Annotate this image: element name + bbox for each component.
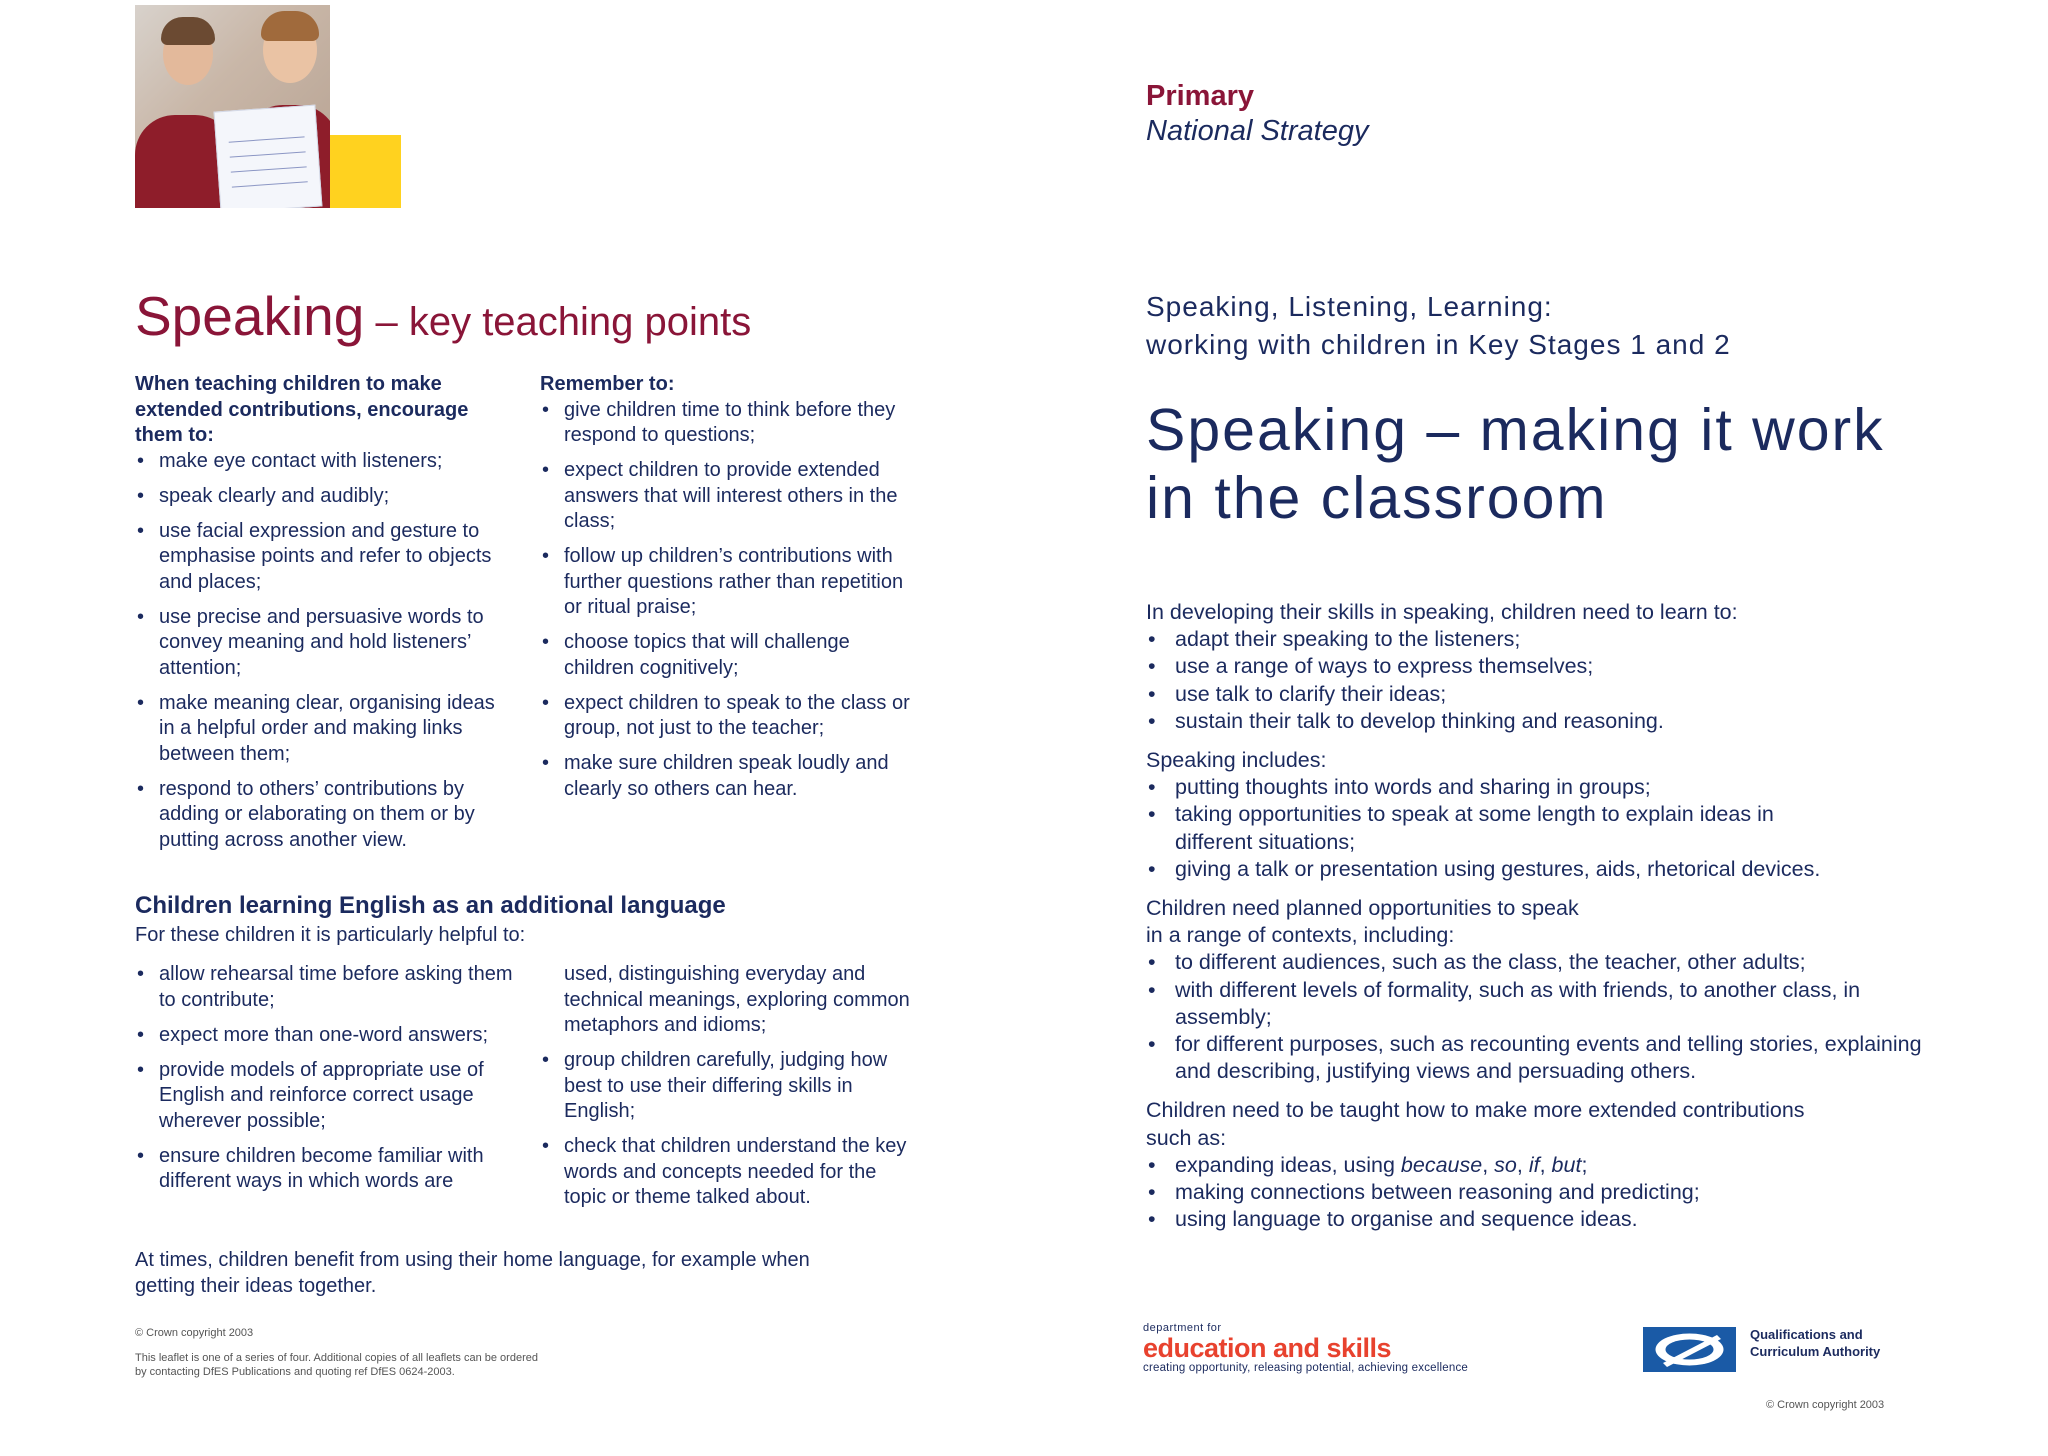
list-item: • expect children to speak to the class or group, not just to the teacher; xyxy=(540,691,915,742)
separator: , xyxy=(1539,1152,1552,1177)
leaflet-note xyxy=(135,1351,538,1379)
includes-list xyxy=(1146,774,1926,883)
separator: ; xyxy=(1581,1152,1588,1177)
home-language-note: At times, children benefit from using their home language, for example when getting their ideas together. xyxy=(135,1249,810,1297)
italic-word: because xyxy=(1400,1152,1483,1177)
italic-word: if xyxy=(1528,1152,1540,1177)
list-item: • make meaning clear, organising ideas in a helpful order and making links between them; xyxy=(135,691,515,768)
list-item: • respond to others’ contributions by adding or elaborating on them or by putting across another view. xyxy=(135,777,515,854)
right-page-title xyxy=(1146,396,1885,532)
remember-list xyxy=(540,398,915,803)
list-item: • check that children understand the key words and concepts needed for the topic or theme talked about. xyxy=(540,1134,915,1211)
encourage-list xyxy=(135,449,515,854)
list-item: • group children carefully, judging how best to use their differing skills in English; xyxy=(540,1048,915,1125)
eal-column-2 xyxy=(540,962,915,1220)
qca-name xyxy=(1750,1326,1880,1360)
contexts-intro: Children need planned opportunities to speak in a range of contexts, including: xyxy=(1146,896,1579,948)
list-item: • make sure children speak loudly and clearly so others can hear. xyxy=(540,751,915,802)
remember-heading: Remember to: xyxy=(540,373,675,395)
eal-continuation: used, distinguishing everyday and technical meanings, exploring common metaphors and idioms; xyxy=(564,963,910,1036)
title-line-2: in the classroom xyxy=(1146,465,1608,531)
italic-word: but xyxy=(1551,1152,1582,1177)
includes-section xyxy=(1146,747,1926,883)
list-item: • speak clearly and audibly; xyxy=(135,484,515,510)
list-item: • ensure children become familiar with different ways in which words are xyxy=(135,1144,515,1195)
children-photo xyxy=(135,5,330,208)
qca-logo-icon xyxy=(1643,1327,1736,1372)
extended-section xyxy=(1146,1097,1926,1233)
item-text: expanding ideas, using xyxy=(1175,1152,1401,1177)
skills-intro: In developing their skills in speaking, children need to learn to: xyxy=(1146,600,1738,624)
leaflet-note-line-2: by contacting DfES Publications and quoting ref DfES 0624-2003. xyxy=(135,1366,455,1378)
eal-heading: Children learning English as an additional language xyxy=(135,892,726,919)
list-item: • for different purposes, such as recounting events and telling stories, explaining and describing, justifying views and persuading others. xyxy=(1146,1031,1926,1085)
list-item: • allow rehearsal time before asking them to contribute; xyxy=(135,962,515,1013)
includes-intro: Speaking includes: xyxy=(1146,748,1327,773)
list-item: • to different audiences, such as the class, the teacher, other adults; xyxy=(1146,949,1926,976)
title-line-1: Speaking – making it work xyxy=(1146,397,1885,463)
encourage-heading: When teaching children to make extended contributions, encourage them to: xyxy=(135,373,469,446)
extended-list xyxy=(1146,1152,1926,1234)
brand-primary: Primary xyxy=(1146,80,1255,112)
separator: , xyxy=(1482,1152,1495,1177)
remember-column xyxy=(540,372,915,812)
skills-section xyxy=(1146,599,1926,735)
list-item: • make eye contact with listeners; xyxy=(135,449,515,475)
copyright-left: © Crown copyright 2003 xyxy=(135,1327,254,1339)
italic-word: so xyxy=(1494,1152,1517,1177)
subtitle-line-1: Speaking, Listening, Learning: xyxy=(1146,291,1553,322)
qca-line-2: Curriculum Authority xyxy=(1750,1344,1881,1359)
list-item: • provide models of appropriate use of English and reinforce correct usage wherever possible; xyxy=(135,1058,515,1135)
dfes-dept: department for xyxy=(1143,1322,1222,1334)
list-item: • use facial expression and gesture to emphasise points and refer to objects and places; xyxy=(135,519,515,596)
copyright-right: © Crown copyright 2003 xyxy=(1766,1399,1885,1411)
eal-intro: For these children it is particularly helpful to: xyxy=(135,924,526,946)
encourage-column xyxy=(135,372,515,863)
title-speaking: Speaking xyxy=(135,285,365,347)
list-item: • expect more than one-word answers; xyxy=(135,1023,515,1049)
list-item: • follow up children’s contributions with further questions rather than repetition or ritual praise; xyxy=(540,544,915,621)
list-item: • use talk to clarify their ideas; xyxy=(1146,681,1926,708)
list-item xyxy=(1146,1152,1926,1179)
list-item: • using language to organise and sequence ideas. xyxy=(1146,1206,1926,1233)
right-body xyxy=(1146,599,1926,1245)
list-item: • sustain their talk to develop thinking and reasoning. xyxy=(1146,708,1926,735)
list-item: • expect children to provide extended answers that will interest others in the class; xyxy=(540,458,915,535)
contexts-list xyxy=(1146,949,1926,1085)
qca-line-1: Qualifications and xyxy=(1750,1327,1863,1342)
list-item: • making connections between reasoning and predicting; xyxy=(1146,1179,1926,1206)
eal-list-2 xyxy=(540,1048,915,1211)
list-item: • use a range of ways to express themselves; xyxy=(1146,653,1926,680)
list-item: • taking opportunities to speak at some length to explain ideas in different situations; xyxy=(1146,801,1926,855)
dfes-tagline: creating opportunity, releasing potential, achieving excellence xyxy=(1143,1362,1468,1374)
eal-column-1 xyxy=(135,962,515,1204)
list-item: • with different levels of formality, such as with friends, to another class, in assembly; xyxy=(1146,977,1926,1031)
left-page-title xyxy=(135,284,751,348)
list-item: • putting thoughts into words and sharing in groups; xyxy=(1146,774,1926,801)
extended-intro: Children need to be taught how to make more extended contributions such as: xyxy=(1146,1098,1805,1150)
eal-list-1 xyxy=(135,962,515,1195)
subtitle-line-2: working with children in Key Stages 1 and 2 xyxy=(1146,329,1731,360)
list-item: • adapt their speaking to the listeners; xyxy=(1146,626,1926,653)
dfes-logo xyxy=(1143,1322,1468,1374)
dfes-name: education and skills xyxy=(1143,1333,1392,1363)
skills-list xyxy=(1146,626,1926,735)
list-item: • give children time to think before they respond to questions; xyxy=(540,398,915,449)
separator: , xyxy=(1516,1152,1529,1177)
list-item: • giving a talk or presentation using gestures, aids, rhetorical devices. xyxy=(1146,856,1926,883)
yellow-square-decoration xyxy=(330,135,401,208)
leaflet-note-line-1: This leaflet is one of a series of four. Additional copies of all leaflets can be ordered xyxy=(135,1352,538,1364)
series-subtitle xyxy=(1146,288,1731,364)
contexts-section xyxy=(1146,895,1926,1085)
list-item: • use precise and persuasive words to convey meaning and hold listeners’ attention; xyxy=(135,605,515,682)
brand-national-strategy: National Strategy xyxy=(1146,115,1369,147)
title-key-teaching-points: – key teaching points xyxy=(364,300,752,344)
list-item: • choose topics that will challenge children cognitively; xyxy=(540,630,915,681)
